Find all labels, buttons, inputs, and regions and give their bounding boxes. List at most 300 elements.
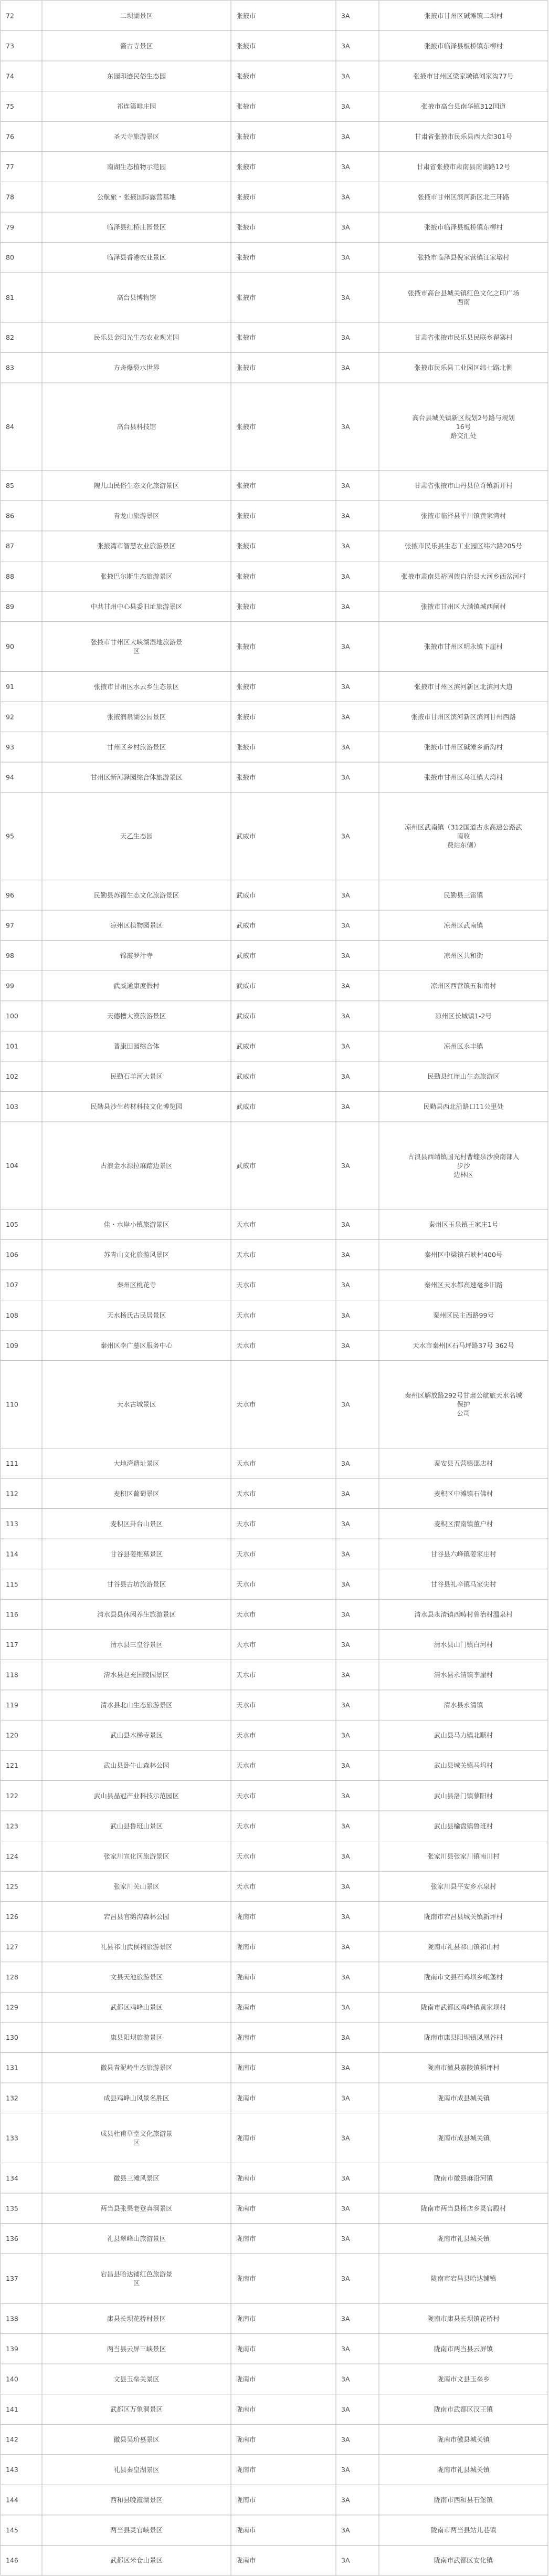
scenic-area-name: 成县鸡峰山风景名胜区	[103, 2094, 170, 2102]
grade-cell: 3A	[341, 1459, 350, 1467]
row-number: 122	[6, 1791, 18, 1800]
row-number: 93	[6, 743, 14, 751]
row-number: 84	[6, 422, 14, 431]
row-number: 143	[6, 2466, 18, 2474]
address-cell: 张掖市甘州区滨河新区北滨河大道	[414, 682, 513, 691]
scenic-area-name: 清水县赵充国陵园景区	[103, 1671, 170, 1679]
scenic-area-name: 武都区鸡峰山景区	[110, 2003, 163, 2011]
city-cell: 张掖市	[236, 363, 256, 372]
grade-cell: 3A	[341, 1161, 350, 1170]
row-number: 78	[6, 193, 14, 201]
address-cell: 陇南市两当县云屏镇	[434, 2344, 493, 2353]
grade-cell: 3A	[341, 1973, 350, 1981]
address-cell: 甘谷县礼辛镇马家尖村	[430, 1580, 497, 1588]
grade-cell: 3A	[341, 1072, 350, 1081]
city-cell: 陇南市	[236, 1973, 256, 1981]
scenic-area-name: 徽县三滩风景区	[113, 2174, 160, 2182]
city-cell: 天水市	[236, 1610, 256, 1619]
row-number: 145	[6, 2526, 18, 2535]
grade-cell: 3A	[341, 1731, 350, 1739]
row-number: 128	[6, 1973, 18, 1981]
grade-cell: 3A	[341, 951, 350, 960]
row-number: 126	[6, 1912, 18, 1921]
address-cell: 陇南市宕昌县哈达铺镇	[430, 2275, 497, 2283]
address-cell: 凉州区武南镇（312国道古永高速公路武	[405, 823, 522, 831]
grade-cell: 3A	[341, 743, 350, 751]
city-cell: 张掖市	[236, 422, 256, 431]
city-cell: 天水市	[236, 1341, 256, 1350]
row-number: 118	[6, 1671, 18, 1679]
address-cell: 陇南市康县阳坝镇凤凰谷村	[424, 2033, 503, 2042]
address-cell: 凉州区长城镇1-2号	[435, 1012, 492, 1020]
grade-cell: 3A	[341, 12, 350, 20]
grade-cell: 3A	[341, 193, 350, 201]
city-cell: 张掖市	[236, 482, 256, 490]
grade-cell: 3A	[341, 2526, 350, 2535]
city-cell: 天水市	[236, 1489, 256, 1498]
row-number: 94	[6, 773, 14, 781]
address-cell: 南收	[457, 832, 470, 840]
scenic-area-name: 锦霞罗汁寺	[120, 951, 153, 960]
city-cell: 张掖市	[236, 163, 256, 171]
address-cell: 张掖市临泽县板桥镇东柳村	[424, 223, 503, 232]
address-cell: 凉州区永丰镇	[444, 1042, 483, 1050]
address-cell: 甘肃省张掖市肃南县南湖路12号	[416, 163, 511, 171]
address-cell: 张家川县平安乡水泉村	[430, 1882, 497, 1891]
address-cell: 甘谷县六峰镇姜家庄村	[430, 1550, 497, 1558]
row-number: 138	[6, 2314, 18, 2323]
address-cell: 清水县永清镇	[444, 1701, 483, 1709]
scenic-area-name: 麦积区卦台山景区	[110, 1519, 163, 1528]
row-number: 80	[6, 253, 14, 262]
city-cell: 陇南市	[236, 2405, 256, 2413]
city-cell: 天水市	[236, 1701, 256, 1709]
scenic-area-name: 祁连第啡庄园	[117, 102, 156, 110]
grade-cell: 3A	[341, 682, 350, 691]
grade-cell: 3A	[341, 333, 350, 342]
address-cell: 陇南市徽县麻沿河镇	[434, 2174, 493, 2182]
row-number: 72	[6, 12, 14, 20]
address-cell: 甘肃省张掖市山丹县位奇镇新开村	[414, 482, 513, 490]
row-number: 76	[6, 132, 14, 141]
address-cell: 凉州区西营镇五和南村	[430, 982, 497, 990]
address-cell: 武山县榆盘镇鲁班村	[434, 1822, 493, 1830]
scenic-area-name: 二坝湖景区	[120, 12, 153, 20]
grade-cell: 3A	[341, 2033, 350, 2042]
address-cell: 清水县永清镇西畴村曾治村温泉村	[414, 1610, 513, 1619]
scenic-area-name: 文县玉垒关景区	[113, 2375, 160, 2383]
city-cell: 张掖市	[236, 542, 256, 550]
grade-cell: 3A	[341, 2344, 350, 2353]
city-cell: 陇南市	[236, 2003, 256, 2011]
grade-cell: 3A	[341, 253, 350, 262]
row-number: 90	[6, 642, 14, 651]
scenic-area-name: 武都区米仓山景区	[110, 2556, 163, 2564]
grade-cell: 3A	[341, 1761, 350, 1770]
address-cell: 陇南市武都区鸡峰镇黄家坝村	[420, 2003, 506, 2011]
city-cell: 张掖市	[236, 132, 256, 141]
city-cell: 天水市	[236, 1791, 256, 1800]
scenic-area-name: 武山县鲁班山景区	[110, 1822, 163, 1830]
row-number: 86	[6, 512, 14, 520]
address-cell: 清水县永清镇李崖村	[434, 1671, 493, 1679]
city-cell: 张掖市	[236, 293, 256, 301]
scenic-area-name: 两当县张果老登真洞景区	[100, 2204, 173, 2213]
row-number: 131	[6, 2063, 18, 2072]
city-cell: 陇南市	[236, 2344, 256, 2353]
row-number: 77	[6, 163, 14, 171]
address-cell: 边林区	[453, 1170, 473, 1179]
grade-cell: 3A	[341, 1852, 350, 1860]
grade-cell: 3A	[341, 2405, 350, 2413]
address-cell: 步沙	[457, 1161, 470, 1170]
row-number: 82	[6, 333, 14, 342]
scenic-area-name: 甘州区新河驿园综合体旅游景区	[90, 773, 183, 781]
grade-cell: 3A	[341, 1102, 350, 1111]
scenic-area-name: 宕昌县哈达铺红色旅游景	[100, 2270, 173, 2278]
address-cell: 古浪县西靖镇国光村曹蝰泉沙漠南部入	[407, 1152, 520, 1161]
scenic-area-name: 高台县科技馆	[117, 422, 156, 431]
scenic-area-name: 麦积区葡萄景区	[113, 1489, 160, 1498]
address-cell: 民勤县西北沿路口11公里处	[423, 1102, 504, 1111]
scenic-area-name: 青龙山旅游景区	[113, 512, 160, 520]
city-cell: 天水市	[236, 1761, 256, 1770]
scenic-area-name: 中共甘州中心县委旧址旅游景区	[90, 602, 183, 611]
city-cell: 武威市	[236, 951, 256, 960]
scenic-area-name: 东园印迹民俗生态园	[107, 72, 166, 80]
scenic-area-name: 张掖巴尔斯生态旅游景区	[100, 572, 173, 580]
address-cell: 路交汇处	[450, 431, 477, 440]
address-cell: 凉州区共和街	[444, 951, 483, 960]
city-cell: 张掖市	[236, 253, 256, 262]
scenic-area-name: 临泽县香港农业景区	[107, 253, 166, 262]
address-cell: 陇南市成县城关镇	[437, 2134, 490, 2142]
row-number: 102	[6, 1072, 18, 1081]
grade-cell: 3A	[341, 72, 350, 80]
grade-cell: 3A	[341, 602, 350, 611]
row-number: 142	[6, 2435, 18, 2444]
scenic-area-name: 苏青山文化旅游风景区	[103, 1250, 170, 1259]
row-number: 108	[6, 1311, 18, 1319]
scenic-area-name: 张掖市甘州区水云乡生态景区	[93, 682, 180, 691]
city-cell: 张掖市	[236, 773, 256, 781]
address-cell: 秦安县五营镇邵店村	[434, 1459, 493, 1467]
scenic-area-name: 天乙生态园	[120, 832, 153, 840]
address-cell: 张掖市高台县城关镇红色文化之印广场	[407, 289, 520, 297]
city-cell: 天水市	[236, 1519, 256, 1528]
address-cell: 陇南市康县长坝镇花桥村	[427, 2314, 500, 2323]
address-cell: 陇南市两当县杨店乡灵官殿村	[420, 2204, 506, 2213]
grade-cell: 3A	[341, 982, 350, 990]
scenic-area-name: 礼县祁山武侯祠旅游景区	[100, 1943, 173, 1951]
grade-cell: 3A	[341, 1042, 350, 1050]
row-number: 144	[6, 2496, 18, 2504]
address-cell: 秦州区民主西路99号	[433, 1311, 494, 1319]
address-cell: 张掖市临泽县板桥镇东柳村	[424, 41, 503, 50]
scenic-area-name: 武山县木梯寺景区	[110, 1731, 163, 1739]
grade-cell: 3A	[341, 1489, 350, 1498]
scenic-area-name: 高台县博物馆	[117, 293, 156, 301]
city-cell: 天水市	[236, 1250, 256, 1259]
grade-cell: 3A	[341, 832, 350, 840]
city-cell: 张掖市	[236, 223, 256, 232]
address-cell: 陇南市徽县嘉陵镇稻坪村	[427, 2063, 500, 2072]
address-cell: 张掖市民乐县工业园区纬七路北侧	[414, 363, 513, 372]
scenic-area-name: 甘谷县姜维墓景区	[110, 1550, 163, 1558]
address-cell: 张掖市甘州区碱滩镇二坝村	[424, 12, 503, 20]
row-number: 89	[6, 602, 14, 611]
city-cell: 陇南市	[236, 2134, 256, 2142]
scenic-area-name: 民勤县苏福生态文化旅游景区	[93, 891, 180, 899]
row-number: 125	[6, 1882, 18, 1891]
address-cell: 甘肃省张掖市民乐县西大街301号	[414, 132, 513, 141]
scenic-area-name: 清水县县休闲养生旅游景区	[97, 1610, 176, 1619]
city-cell: 张掖市	[236, 333, 256, 342]
address-cell: 张掖市民乐县生态工业园区纬六路205号	[405, 542, 522, 550]
address-cell: 西南	[457, 298, 470, 306]
city-cell: 武威市	[236, 1102, 256, 1111]
grade-cell: 3A	[341, 1400, 350, 1409]
scenic-area-name: 文县天池旅游景区	[110, 1973, 163, 1981]
grade-cell: 3A	[341, 921, 350, 930]
grade-cell: 3A	[341, 1641, 350, 1649]
scenic-area-name: 张掖市甘州区大峡湖湿地旅游景	[90, 638, 183, 646]
city-cell: 武威市	[236, 982, 256, 990]
scenic-area-name: 成县杜甫草堂文化旅游景	[100, 2130, 173, 2138]
row-number: 104	[6, 1161, 18, 1170]
city-cell: 武威市	[236, 1072, 256, 1081]
address-cell: 民勤县三雷镇	[444, 891, 483, 899]
address-cell: 张掖市临泽县倪家营镇汪家墩村	[417, 253, 510, 262]
city-cell: 陇南市	[236, 2466, 256, 2474]
grade-cell: 3A	[341, 1519, 350, 1528]
row-number: 121	[6, 1761, 18, 1770]
scenic-area-name: 张家川宣化冈旅游景区	[103, 1852, 170, 1860]
row-number: 107	[6, 1281, 18, 1289]
grade-cell: 3A	[341, 2204, 350, 2213]
address-cell: 陇南市礼县城关镇	[437, 2234, 490, 2243]
city-cell: 陇南市	[236, 1943, 256, 1951]
address-cell: 陇南市文县石鸡坝乡岷堡村	[424, 1973, 503, 1981]
row-number: 103	[6, 1102, 18, 1111]
grade-cell: 3A	[341, 163, 350, 171]
address-cell: 陇南市成县城关镇	[437, 2094, 490, 2102]
scenic-area-name: 民勤县沙生药材科技文化博览园	[90, 1102, 183, 1111]
scenic-area-name: 方舟爆裂水世界	[113, 363, 160, 372]
grade-cell: 3A	[341, 2375, 350, 2383]
row-number: 146	[6, 2556, 18, 2564]
city-cell: 天水市	[236, 1221, 256, 1229]
row-number: 139	[6, 2344, 18, 2353]
scenic-area-name: 徽县青泥岭生态旅游景区	[100, 2063, 173, 2072]
row-number: 111	[6, 1459, 18, 1467]
scenic-area-name: 宕昌县官鹅沟森林公园	[103, 1912, 170, 1921]
city-cell: 张掖市	[236, 512, 256, 520]
row-number: 81	[6, 293, 14, 301]
row-number: 113	[6, 1519, 18, 1528]
grade-cell: 3A	[341, 1550, 350, 1558]
row-number: 74	[6, 72, 14, 80]
grade-cell: 3A	[341, 1943, 350, 1951]
grade-cell: 3A	[341, 542, 350, 550]
address-cell: 麦积区中滩镇石佛村	[434, 1489, 493, 1498]
city-cell: 张掖市	[236, 12, 256, 20]
row-number: 99	[6, 982, 14, 990]
scenic-area-name: 徽县吴玠墓景区	[113, 2435, 160, 2444]
scenic-area-name: 武山县卧牛山森林公园	[103, 1761, 170, 1770]
scenic-area-name: 康县长坝花桥村景区	[107, 2314, 166, 2323]
address-cell: 保护	[457, 1400, 470, 1409]
city-cell: 张掖市	[236, 193, 256, 201]
city-cell: 天水市	[236, 1671, 256, 1679]
city-cell: 陇南市	[236, 2033, 256, 2042]
address-cell: 陇南市武都区安化镇	[434, 2556, 493, 2564]
row-number: 119	[6, 1701, 18, 1709]
grade-cell: 3A	[341, 1311, 350, 1319]
scenic-area-name: 圣天寺旅游景区	[113, 132, 160, 141]
grade-cell: 3A	[341, 1822, 350, 1830]
address-cell: 16号	[456, 422, 471, 431]
row-number: 116	[6, 1610, 18, 1619]
scenic-area-name: 张家川关山景区	[113, 1882, 160, 1891]
city-cell: 武威市	[236, 921, 256, 930]
city-cell: 天水市	[236, 1852, 256, 1860]
address-cell: 张掖市甘州区滨河新区滨河甘州西路	[410, 713, 516, 721]
scenic-area-name: 两当县云屏三峡景区	[107, 2344, 166, 2353]
scenic-area-name: 礼县翠峰山旅游景区	[107, 2234, 166, 2243]
scenic-area-name: 张掖湾市智慧农业旅游景区	[97, 542, 176, 550]
address-cell: 张掖市甘州区滨河新区北三环路	[417, 193, 510, 201]
address-cell: 费站东侧）	[447, 841, 480, 849]
row-number: 85	[6, 482, 14, 490]
grade-cell: 3A	[341, 223, 350, 232]
row-number: 98	[6, 951, 14, 960]
scenic-area-name: 武威通康度假村	[113, 982, 160, 990]
address-cell: 公司	[457, 1409, 470, 1417]
address-cell: 陇南市西和县石堡镇	[434, 2496, 493, 2504]
city-cell: 天水市	[236, 1311, 256, 1319]
row-number: 101	[6, 1042, 18, 1050]
grade-cell: 3A	[341, 363, 350, 372]
address-cell: 张掖市甘州区梁家墩镇刘家沟77号	[413, 72, 514, 80]
city-cell: 天水市	[236, 1580, 256, 1588]
scenic-area-name: 佳・水岸小镇旅游景区	[103, 1221, 170, 1229]
grade-cell: 3A	[341, 1701, 350, 1709]
row-number: 127	[6, 1943, 18, 1951]
grade-cell: 3A	[341, 132, 350, 141]
scenic-area-name: 天德槽大漠旅游景区	[107, 1012, 166, 1020]
address-cell: 陇南市徽县城关镇	[437, 2435, 490, 2444]
grade-cell: 3A	[341, 572, 350, 580]
city-cell: 天水市	[236, 1459, 256, 1467]
grade-cell: 3A	[341, 2314, 350, 2323]
grade-cell: 3A	[341, 2556, 350, 2564]
address-cell: 陇南市武都区汉王镇	[434, 2405, 493, 2413]
address-cell: 陇南市宕昌县城关镇新坪村	[424, 1912, 503, 1921]
address-cell: 陇南市礼县城关镇	[437, 2466, 490, 2474]
row-number: 79	[6, 223, 14, 232]
city-cell: 陇南市	[236, 2314, 256, 2323]
city-cell: 武威市	[236, 832, 256, 840]
scenic-area-name: 武山县晶冠产业科技示范园区	[93, 1791, 180, 1800]
city-cell: 天水市	[236, 1882, 256, 1891]
city-cell: 陇南市	[236, 2435, 256, 2444]
row-number: 73	[6, 41, 14, 50]
city-cell: 陇南市	[236, 2174, 256, 2182]
scenic-area-name: 民乐县金阳光生态农业观光园	[93, 333, 180, 342]
row-number: 106	[6, 1250, 18, 1259]
grade-cell: 3A	[341, 1882, 350, 1891]
address-cell: 张掖市肃南县裕固族自治县大河乡西岔河村	[401, 572, 526, 580]
address-cell: 张掖市甘州区乌江镇大湾村	[424, 773, 503, 781]
city-cell: 天水市	[236, 1731, 256, 1739]
scenic-area-name: 区	[133, 2279, 140, 2287]
row-number: 97	[6, 921, 14, 930]
address-cell: 武山县洛门镇蓼阳村	[434, 1791, 493, 1800]
row-number: 114	[6, 1550, 18, 1558]
address-cell: 张家川县张家川镇南川村	[427, 1852, 500, 1860]
row-number: 129	[6, 2003, 18, 2011]
address-cell: 秦州区中梁镇石峡村400号	[424, 1250, 503, 1259]
grade-cell: 3A	[341, 1580, 350, 1588]
grade-cell: 3A	[341, 102, 350, 110]
address-cell: 天水市秦州区石马坪路37号 362号	[413, 1341, 514, 1350]
scenic-area-name: 区	[133, 2139, 140, 2147]
city-cell: 陇南市	[236, 2556, 256, 2564]
grade-cell: 3A	[341, 773, 350, 781]
row-number: 132	[6, 2094, 18, 2102]
city-cell: 天水市	[236, 1550, 256, 1558]
grade-cell: 3A	[341, 482, 350, 490]
scenic-area-name: 大地湾遗址景区	[113, 1459, 160, 1467]
city-cell: 张掖市	[236, 72, 256, 80]
row-number: 136	[6, 2234, 18, 2243]
scenic-area-name: 清水县三皇谷景区	[110, 1641, 163, 1649]
grade-cell: 3A	[341, 2063, 350, 2072]
address-cell: 张掖市甘州区明永镇下崖村	[424, 642, 503, 651]
address-cell: 高台县城关镇新区规划2号路与规划	[412, 413, 515, 422]
city-cell: 陇南市	[236, 2275, 256, 2283]
grade-cell: 3A	[341, 2466, 350, 2474]
grade-cell: 3A	[341, 2134, 350, 2142]
city-cell: 武威市	[236, 1012, 256, 1020]
grade-cell: 3A	[341, 1671, 350, 1679]
address-cell: 陇南市文县玉垒乡	[437, 2375, 490, 2383]
city-cell: 武威市	[236, 1042, 256, 1050]
grade-cell: 3A	[341, 2234, 350, 2243]
city-cell: 张掖市	[236, 572, 256, 580]
row-number: 140	[6, 2375, 18, 2383]
row-number: 117	[6, 1641, 18, 1649]
city-cell: 武威市	[236, 891, 256, 899]
scenic-area-name: 武都区万象洞景区	[110, 2405, 163, 2413]
scenic-area-name: 民勤石羊河大景区	[110, 1072, 163, 1081]
city-cell: 武威市	[236, 1161, 256, 1170]
city-cell: 张掖市	[236, 713, 256, 721]
address-cell: 甘肃省张掖市民乐县民联乡翟寨村	[414, 333, 513, 342]
grade-cell: 3A	[341, 642, 350, 651]
address-cell: 秦州区天水都高速毫乡旧路	[424, 1281, 503, 1289]
scenic-area-name: 酱古寺景区	[120, 41, 153, 50]
grade-cell: 3A	[341, 41, 350, 50]
city-cell: 天水市	[236, 1822, 256, 1830]
grade-cell: 3A	[341, 2275, 350, 2283]
scenic-area-name: 秦州区桃花寺	[117, 1281, 156, 1289]
city-cell: 天水市	[236, 1281, 256, 1289]
row-number: 75	[6, 102, 14, 110]
grade-cell: 3A	[341, 1610, 350, 1619]
city-cell: 陇南市	[236, 2496, 256, 2504]
